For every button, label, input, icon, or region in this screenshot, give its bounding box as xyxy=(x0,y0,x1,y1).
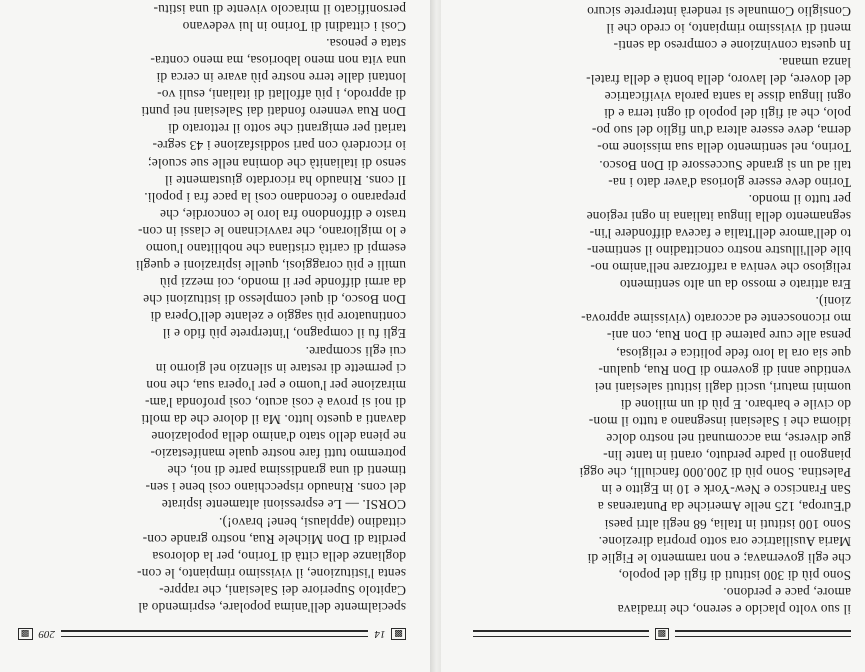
text-line: tali ad un sì grande Successore di Don Bosco. xyxy=(599,157,851,173)
footer-rule-line xyxy=(473,631,649,638)
header-ornament: ▩ xyxy=(18,628,33,640)
footer-ornament: ▩ xyxy=(655,628,670,640)
text-line: Don Bosco, di quel complesso di istituzioni che xyxy=(143,292,406,308)
text-line: Torino, nel sentimento della sua missione mo- xyxy=(597,140,851,156)
text-line xyxy=(473,0,851,3)
text-line: io ricorderò con pari soddisfazione i 43 segre- xyxy=(152,138,406,154)
text-line: da armi diffonde per il mondo, coi mezzi più xyxy=(159,275,406,291)
text-line: Capitolo Superiore dei Salesiani, che rappre- xyxy=(159,582,406,598)
text-line: lanza umana. xyxy=(778,55,851,70)
text-line: personificato il miracolo vivente di una istitu- xyxy=(153,1,406,17)
text-line: di approdo, i più affollati di italiani, esuli vo- xyxy=(157,87,406,103)
text-line: ogni lingua disse la santa parola vivificatrice xyxy=(604,89,851,105)
text-line: potremmo tutti fare nostre quale manifestazio- xyxy=(150,446,406,462)
right-page-body-text xyxy=(473,0,851,618)
text-line: Consiglio Comunale si renderà interprete sicuro xyxy=(586,3,851,19)
text-line: specialmente dell'anima popolare, esprimendo al xyxy=(138,600,406,615)
text-line: menti di vivissimo rimpianto, io credo che il xyxy=(606,20,851,36)
text-line: esempi di carità cristiana che nobilitano l'uomo xyxy=(145,241,406,257)
text-line: il suo volto placido e sereno, che irradiava xyxy=(617,602,851,617)
right-page xyxy=(441,0,865,672)
text-line: e lo migliorano, che ravvicinano le classi in con- xyxy=(137,223,406,239)
text-line: que sia ora la loro fede politica e religiosa, xyxy=(616,345,851,361)
text-line: Egli fu il compagno, l'interprete più fido e il xyxy=(162,326,406,342)
text-line: amore, pace e perdono. xyxy=(723,584,851,600)
text-line: Sono più di 300 istituti di figli del popolo, xyxy=(618,567,851,583)
text-line: per tutto il mondo. xyxy=(748,191,851,207)
text-line: Don Rua vennero fondati dai Salesiani nei punti xyxy=(141,104,406,120)
left-page-header xyxy=(18,628,406,640)
text-line: umili e più coraggiosi, quelle ispirazioni e quegli xyxy=(135,258,406,274)
text-line: polo, che ai figli del popolo di ogni terra e di xyxy=(603,106,851,122)
right-page-footer-rule xyxy=(473,628,851,640)
text-line: segnamento della lingua italiana in ogni regione xyxy=(586,208,851,224)
text-line: d'Europa, 125 nelle Americhe da Puntarenas a xyxy=(597,499,851,515)
text-line: Maria Ausiliatrice ora sotto propria direzione. xyxy=(598,533,851,549)
page-number: 209 xyxy=(38,628,56,640)
text-line: cui egli scompare. xyxy=(305,343,406,359)
text-line: ne piena dello stato d'animo della popolazione xyxy=(151,429,406,445)
text-line: pensa alle cure paterne di Don Rua, con ani- xyxy=(606,328,851,344)
text-line: senso di italianità che domina nelle sue scuole; xyxy=(147,155,406,171)
text-line: Così i cittadini di Torino in lui vedevano xyxy=(182,18,406,34)
text-line: Torino deve essere gloriosa d'aver dato i na- xyxy=(608,174,851,190)
text-line: mirazione per l'uomo e per l'opera sua, che non xyxy=(146,377,406,393)
text-line: In questa convinzione e compreso da senti- xyxy=(613,37,851,53)
text-line: che egli governava; e non rammento le Figlie di xyxy=(587,550,851,566)
signature-mark: 14 xyxy=(374,628,386,640)
text-line: piangono il padre perduto, oranti in tante lin- xyxy=(602,448,851,464)
text-line: ci permette di restare in silenzio nel giorno in xyxy=(155,360,406,376)
text-line: perdita di Don Michele Rua, nostro grande con- xyxy=(142,531,406,547)
text-line: davanti a questo lutto. Ma il dolore che da molti xyxy=(141,411,406,427)
footer-rule-line xyxy=(675,631,851,638)
text-line: senta l'istituzione, il vivissimo rimpianto, le con- xyxy=(136,565,406,581)
text-line: zioni). xyxy=(815,294,851,310)
text-line xyxy=(18,0,406,1)
text-line: CORSI. — Le espressioni altamente ispirate xyxy=(161,497,406,513)
left-page-body-text xyxy=(18,0,406,616)
text-line: del dovere, del lavoro, della bontà e della fratel- xyxy=(586,72,851,88)
text-line: doglianze della città di Torino, per la dolorosa xyxy=(152,548,406,564)
text-line: continuatore più saggio e zelante dell'Opera di xyxy=(150,309,406,325)
text-line: stata e penosa. xyxy=(326,35,406,51)
text-line: di noi si prova è così acuto, così profonda l'am- xyxy=(144,394,406,410)
text-line: do civile e barbaro. E più di un milione di xyxy=(620,396,851,412)
text-line: trasto e diffondono fra loro le concordie, che xyxy=(159,206,406,222)
text-line: una vita non meno laboriosa, ma meno contra- xyxy=(150,53,406,68)
text-line: Sono 100 istituti in Italia, 68 negli altri paesi xyxy=(604,516,851,532)
text-line: derna, deve essere altera d'un figlio del suo po- xyxy=(591,123,851,139)
text-line: timenti di una grandissima parte di noi, che xyxy=(167,463,406,479)
text-line: Era attirato e mosso da un alto sentimento xyxy=(619,277,851,293)
text-line: idioma che i Salesiani insegnano a tutto il mon- xyxy=(588,413,851,429)
text-line: ventidue anni di governo di Don Rua, qualun- xyxy=(598,362,851,378)
text-line: lontani dalle terre nostre più avare in cerca di xyxy=(156,70,406,86)
text-line: bile dell'illustre nostro concittadino il sentimen- xyxy=(586,243,851,259)
header-rule-line xyxy=(61,631,368,638)
text-line: Palestina. Sono più di 200.000 fanciulli, che oggi xyxy=(579,465,851,481)
text-line: del cons. Rinaudo rispecchiano così bene i sen- xyxy=(145,480,406,496)
text-line: tariati per emigranti che sotto il rettorato di xyxy=(168,121,406,137)
text-line: gue diverse, ma accomunati nel nostro dolce xyxy=(606,431,851,447)
text-line: Il cons. Rinaudo ha ricordato giustamente il xyxy=(164,172,406,188)
text-line: San Francisco e New-York e 10 in Egitto e in xyxy=(601,482,851,498)
text-line: to dell'amore dell'Italia e faceva diffondere l'in- xyxy=(589,225,851,241)
header-ornament: ▩ xyxy=(391,628,406,640)
right-page-content xyxy=(441,0,865,672)
text-line: religioso che veniva a rafforzare nell'animo no- xyxy=(590,260,851,276)
text-line: preparano o fecondano così la pace fra i popoli. xyxy=(144,189,406,205)
text-line: cittadino (applausi, bene! bravo!). xyxy=(218,514,406,530)
text-line: uomini maturi, usciti dagli istituti salesiani nei xyxy=(594,379,851,395)
text-line: mo riconoscente ed accorato (vivissime approva- xyxy=(581,311,851,327)
